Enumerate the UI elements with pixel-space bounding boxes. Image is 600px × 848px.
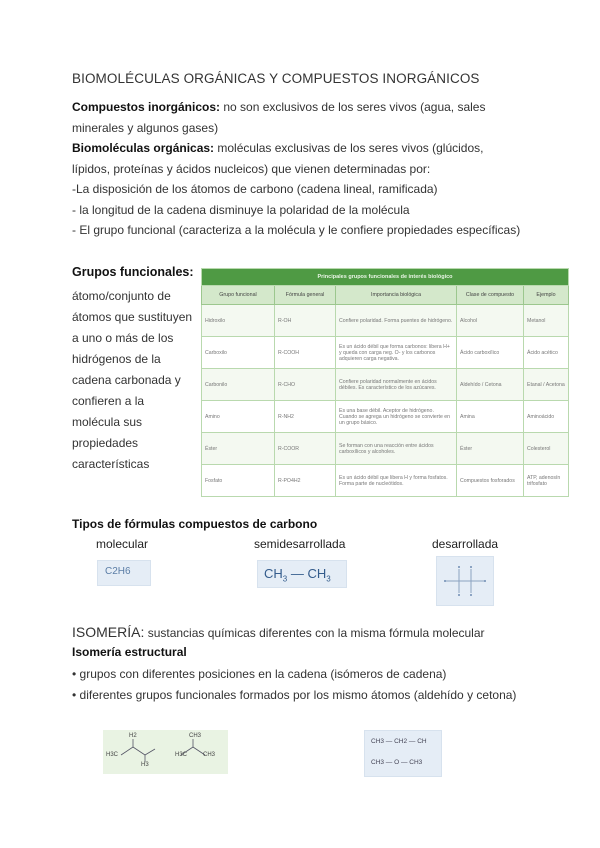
page-title: BIOMOLÉCULAS ORGÁNICAS Y COMPUESTOS INORGÁNICOS bbox=[72, 71, 480, 86]
fg-line: cadena carbonada y bbox=[72, 373, 181, 387]
inorganic-label: Compuestos inorgánicos: bbox=[72, 100, 221, 114]
table-cell: Ácido acético bbox=[524, 337, 569, 369]
semi-formula-text: $CH_3$ — $CH_3$ bbox=[264, 566, 331, 584]
table-row bbox=[202, 465, 569, 497]
biomolecules-text-1: moléculas exclusivas de los seres vivos (glúcidos, bbox=[214, 141, 484, 155]
table-cell: Aldehído / Cetona bbox=[457, 369, 524, 401]
fg-line: a uno o más de los bbox=[72, 331, 174, 345]
formula-type-semi: semidesarrollada bbox=[254, 537, 346, 551]
fg-line: hidrógenos de la bbox=[72, 352, 161, 366]
table-cell: R-COOH bbox=[275, 337, 336, 369]
developed-formula-image bbox=[436, 556, 494, 606]
table-cell: Es un ácido débil que forma carbonos: libera H+ y queda con carga neg. O- y los carbonos adquieren carga negativa. bbox=[336, 337, 457, 369]
table-cell: Colesterol bbox=[524, 433, 569, 465]
table-cell: Aminoácido bbox=[524, 401, 569, 433]
table-header: Ejemplo bbox=[524, 286, 569, 305]
formula-type-molecular: molecular bbox=[96, 537, 149, 551]
chain-isomers-image bbox=[103, 730, 228, 774]
chain-label: H3C bbox=[175, 752, 188, 758]
fg-line: átomos que sustituyen bbox=[72, 310, 193, 324]
formulas-heading: Tipos de fórmulas compuestos de carbono bbox=[72, 517, 318, 531]
functional-isomers-image bbox=[364, 730, 442, 777]
chain-label: CH3 bbox=[203, 752, 216, 758]
fg-line: propiedades bbox=[72, 436, 139, 450]
table-cell: R-PO4H2 bbox=[275, 465, 336, 497]
table-cell: ATP, adenosín trifosfato bbox=[524, 465, 569, 497]
table-cell: R-NH2 bbox=[275, 401, 336, 433]
biomolecules-label: Biomoléculas orgánicas: bbox=[72, 141, 215, 155]
table-cell: Éster bbox=[202, 433, 275, 465]
table-cell: Éster bbox=[457, 433, 524, 465]
table-cell: Se forman con una reacción entre ácidos carboxílicos y alcoholes. bbox=[336, 433, 457, 465]
formula-type-developed: desarrollada bbox=[432, 537, 499, 551]
inorganic-text-1: no son exclusivos de los seres vivos (agua, sales bbox=[220, 100, 486, 114]
table-header: Importancia biológica bbox=[336, 286, 457, 305]
table-cell: Carboxilo bbox=[202, 337, 275, 369]
table-cell: Es un ácido débil que libera H y forma fosfatos. Forma parte de nucleótidos. bbox=[336, 465, 457, 497]
inorganic-text-2: minerales y algunos gases) bbox=[72, 120, 219, 135]
functional-groups-table bbox=[201, 268, 569, 497]
biomolecules-point: -La disposición de los átomos de carbono (cadena lineal, ramificada) bbox=[72, 182, 438, 196]
table-cell: Metanol bbox=[524, 305, 569, 337]
inorganic-paragraph bbox=[72, 97, 542, 241]
functional-groups-heading: Grupos funcionales: bbox=[72, 265, 194, 279]
biomolecules-text-2: lípidos, proteínas y ácidos nucleicos) que vienen determinadas por: bbox=[72, 161, 431, 176]
chain-label: H3C bbox=[106, 752, 119, 758]
table-header: Fórmula general bbox=[275, 286, 336, 305]
table-cell: Etanal / Acetona bbox=[524, 369, 569, 401]
ethane-structure-icon bbox=[437, 557, 493, 605]
table-row bbox=[202, 433, 569, 465]
molecular-formula-image bbox=[97, 560, 151, 586]
table-cell: Confiere polaridad normalmente en ácidos débiles. Es característico de los azúcares. bbox=[336, 369, 457, 401]
fg-line: molécula sus bbox=[72, 415, 143, 429]
table-cell: Es una base débil. Aceptor de hidrógeno. Cuando se agrega un hidrógeno se convierte en un grupo básico. bbox=[336, 401, 457, 433]
molecular-formula-text: C2H6 bbox=[105, 566, 131, 577]
table-cell: Confiere polaridad. Forma puentes de hidrógeno. bbox=[336, 305, 457, 337]
table-cell: Fosfato bbox=[202, 465, 275, 497]
table-caption: Principales grupos funcionales de interés biológico bbox=[202, 269, 569, 286]
fg-line: átomo/conjunto de bbox=[72, 289, 171, 303]
biomolecules-point: - la longitud de la cadena disminuye la polaridad de la molécula bbox=[72, 202, 410, 217]
table-row bbox=[202, 369, 569, 401]
biomolecules-point: - El grupo funcional (caracteriza a la molécula y le confiere propiedades específicas) bbox=[72, 223, 521, 237]
table-cell: Carbonilo bbox=[202, 369, 275, 401]
functional-groups-description bbox=[72, 286, 202, 475]
isomeria-title: ISOMERÍA: sustancias químicas diferentes con la misma fórmula molecular bbox=[72, 624, 485, 640]
fg-line: características bbox=[72, 457, 150, 471]
table-cell: R-CHO bbox=[275, 369, 336, 401]
func-isomer-line: CH3 — CH2 — CH bbox=[371, 738, 427, 745]
table-row bbox=[202, 337, 569, 369]
table-header: Clase de compuesto bbox=[457, 286, 524, 305]
chain-label: H3 bbox=[141, 762, 149, 768]
semi-formula-image bbox=[257, 560, 347, 588]
table-header: Grupo funcional bbox=[202, 286, 275, 305]
isomeria-subheading: Isomería estructural bbox=[72, 645, 187, 659]
table-cell: Ácido carboxílico bbox=[457, 337, 524, 369]
table-cell: R-COOR bbox=[275, 433, 336, 465]
table-cell: Amino bbox=[202, 401, 275, 433]
fg-line: confieren a la bbox=[72, 394, 145, 408]
table-cell: Amina bbox=[457, 401, 524, 433]
table-cell: Compuestos fosforados bbox=[457, 465, 524, 497]
table-row bbox=[202, 305, 569, 337]
isomeria-bullet: • grupos con diferentes posiciones en la cadena (isómeros de cadena) bbox=[72, 667, 447, 681]
table-cell: Alcohol bbox=[457, 305, 524, 337]
table-cell: R-OH bbox=[275, 305, 336, 337]
table-cell: Hidroxilo bbox=[202, 305, 275, 337]
isomeria-bullet: • diferentes grupos funcionales formados por los mismo átomos (aldehído y cetona) bbox=[72, 688, 517, 702]
table-row bbox=[202, 401, 569, 433]
chain-label: CH3 bbox=[189, 733, 202, 739]
func-isomer-line: CH3 — O — CH3 bbox=[371, 759, 423, 766]
chain-label: H2 bbox=[129, 733, 137, 739]
